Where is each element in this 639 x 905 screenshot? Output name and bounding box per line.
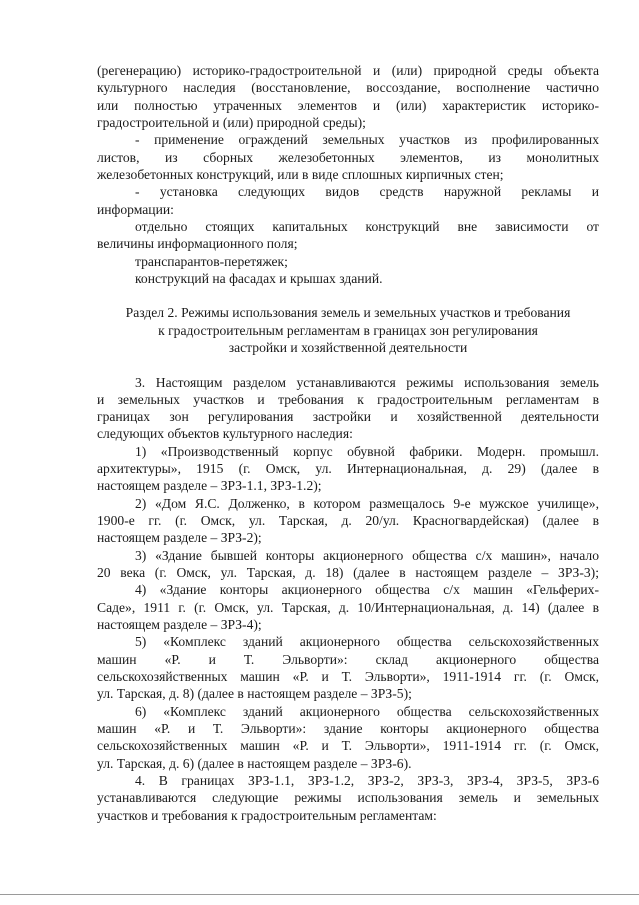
text-line: и земельных участков и требования к градостроительным регламентам в: [97, 392, 599, 407]
text-line: Саде», 1911 г. (г. Омск, ул. Тарская, д. 10/Интернациональная, д. 14) (далее в: [97, 600, 599, 615]
list-item-fencing: - применение ограждений земельных участков из профилированных: [135, 132, 599, 147]
text-line: культурного наследия (восстановление, воссоздание, восполнение частично: [97, 80, 599, 95]
text-line: сельскохозяйственных машин «Р. и Т. Эльворти», 1911-1914 гг. (г. Омск,: [97, 669, 599, 684]
list-item-4: 4) «Здание конторы акционерного общества с/х машин «Гельферих-: [135, 582, 599, 597]
text-line: или полностью утраченных элементов и (или) характеристик историко-: [97, 98, 599, 113]
text-line: градостроительной и (или) природной среды);: [97, 115, 366, 130]
text-line: величины информационного поля;: [97, 236, 298, 251]
text-line: машин «Р. и Т. Эльворти»: склад акционерного общества: [97, 652, 599, 667]
text-line: архитектуры», 1915 (г. Омск, ул. Интернациональная, д. 29) (далее в: [97, 461, 599, 476]
text-line: (регенерацию) историко-градостроительной и (или) природной среды объекта: [97, 63, 599, 78]
text-line: устанавливаются следующие режимы использования земель и земельных: [97, 790, 599, 805]
section-heading: Раздел 2. Режимы использования земель и земельных участков и требования: [125, 305, 571, 320]
list-item-6: 6) «Комплекс зданий акционерного общества сельскохозяйственных: [135, 704, 599, 719]
text-line: сельскохозяйственных машин «Р. и Т. Эльворти», 1911-1914 гг. (г. Омск,: [97, 738, 599, 753]
list-item-sub: транспарантов-перетяжек;: [135, 254, 288, 269]
text-line: настоящем разделе – ЗРЗ-4);: [97, 617, 262, 632]
text-line: листов, из сборных железобетонных элементов, из монолитных: [97, 150, 599, 165]
text-line: ул. Тарская, д. 6) (далее в настоящем разделе – ЗРЗ-6).: [97, 756, 412, 771]
text-line: настоящем разделе – ЗРЗ-1.1, ЗРЗ-1.2);: [97, 478, 322, 493]
text-line: железобетонных конструкций, или в виде сплошных кирпичных стен;: [97, 167, 504, 182]
list-item-1: 1) «Производственный корпус обувной фабрики. Модерн. промышл.: [135, 444, 599, 459]
section-heading: застройки и хозяйственной деятельности: [228, 340, 468, 355]
paragraph-3: 3. Настоящим разделом устанавливаются режимы использования земель: [135, 375, 599, 390]
list-item-sub: конструкций на фасадах и крышах зданий.: [135, 271, 383, 286]
list-item-advertising: - установка следующих видов средств наружной рекламы и: [135, 184, 599, 199]
text-line: машин «Р. и Т. Эльворти»: здание конторы акционерного общества: [97, 721, 599, 736]
list-item-3: 3) «Здание бывшей конторы акционерного общества с/х машин», начало: [135, 548, 599, 563]
text-line: следующих объектов культурного наследия:: [97, 426, 353, 441]
text-line: ул. Тарская, д. 8) (далее в настоящем разделе – ЗРЗ-5);: [97, 686, 412, 701]
paragraph-4: 4. В границах ЗРЗ-1.1, ЗРЗ-1.2, ЗРЗ-2, ЗРЗ-3, ЗРЗ-4, ЗРЗ-5, ЗРЗ-6: [135, 773, 599, 788]
text-line: участков и требования к градостроительным регламентам:: [97, 808, 437, 823]
list-item-5: 5) «Комплекс зданий акционерного общества сельскохозяйственных: [135, 634, 599, 649]
text-line: 20 века (г. Омск, ул. Тарская, д. 18) (далее в настоящем разделе – ЗРЗ-3);: [97, 565, 599, 580]
list-item-sub: отдельно стоящих капитальных конструкций вне зависимости от: [135, 219, 599, 234]
page-bottom-edge: [0, 894, 639, 895]
text-line: информации:: [97, 202, 174, 217]
text-line: 1900-е гг. (г. Омск, ул. Тарская, д. 20/ул. Красногвардейская) (далее в: [97, 513, 599, 528]
section-heading: к градостроительным регламентам в границах зон регулирования: [158, 323, 538, 338]
text-line: настоящем разделе – ЗРЗ-2);: [97, 530, 262, 545]
list-item-2: 2) «Дом Я.С. Долженко, в котором размещалось 9-е мужское училище»,: [135, 496, 599, 511]
text-line: границах зон регулирования застройки и хозяйственной деятельности: [97, 409, 599, 424]
